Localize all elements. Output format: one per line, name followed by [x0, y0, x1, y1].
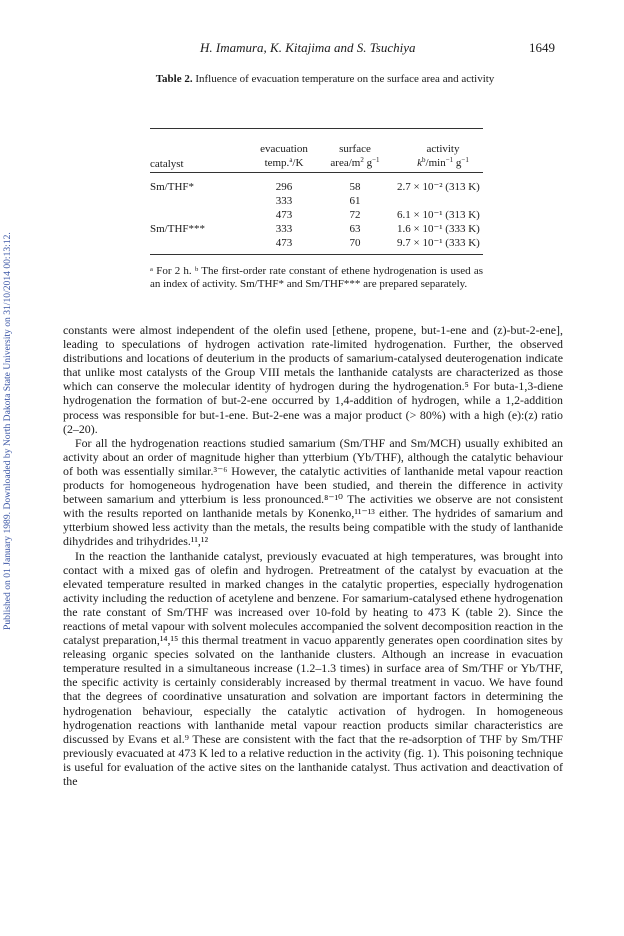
paragraph: constants were almost independent of the olefin used [ethene, propene, but-1-ene and (z)-but-2-ene], leading to speculations of hydrogen activation rate-limited hydrogenation. Further, the observed distributions and locations of deuterium in the products of samarium-catalysed deuterogenation indicate that unlike most catalysts of the Group VIII metals the lanthanide catalysts are characterized as those which can conserve the molecular identity of hydrogen during the hydrogenation.⁵ For buta-1,3-diene hydrogenation the formation of but-2-ene occurred by 1,4-addition of hydrogen, while a 1,2-addition process was responsible for but-1-ene. But-2-ene was a major product (> 80%) with a high (e):(z) ratio (2–20).	[63, 323, 563, 436]
cell-area: 61	[349, 195, 361, 207]
col-evacuation-header-2: temp.$^a$/K	[264, 156, 304, 169]
cell-temp: 333	[275, 195, 293, 207]
cell-area: 72	[349, 209, 361, 221]
side-note-text: Published on 01 January 1989. Downloaded by North Dakota State University on 31/10/2014 00:13:12.	[2, 232, 13, 630]
cell-activity: 9.7 × 10⁻¹ (333 K)	[397, 237, 480, 249]
cell-area: 70	[349, 237, 361, 249]
table-top-rule	[150, 128, 483, 129]
cell-catalyst: Sm/THF***	[150, 223, 206, 235]
col-surface-header-1: surface	[339, 143, 371, 155]
publication-side-note	[2, 110, 16, 630]
body-text	[63, 323, 563, 788]
cell-area: 58	[349, 181, 361, 193]
paragraph: For all the hydrogenation reactions studied samarium (Sm/THF and Sm/MCH) usually exhibited an activity about an order of magnitude higher than ytterbium (Yb/THF), although the catalytic behaviour of both was essentially similar.³⁻⁶ However, the catalytic activities of lanthanide metal vapour reaction products for homogeneous hydrogenation have been studied, and therein the difference in activity between samarium and ytterbium is less pronounced.⁸⁻¹⁰ The activities we observe are not consistent with the results reported on lanthanide metals by Konenko,¹¹⁻¹³ either. The hydrides of samarium and ytterbium showed less activity than the metals, the results being compatible with the study of lanthanide dihydrides and trihydrides.¹¹,¹²	[63, 435, 563, 549]
cell-temp: 333	[275, 223, 293, 235]
table-caption	[155, 73, 495, 86]
table-label: Table 2.	[155, 73, 193, 85]
paragraph: In the reaction the lanthanide catalyst, previously evacuated at high temperatures, was brought into contact with a mixed gas of olefin and hydrogen. Pretreatment of the catalyst by evacuation at the elevated temperature resulted in marked changes in the catalytic properties, especially hydrogenation activity including the reduction of acetylene and benzene. For samarium-catalysed ethene hydrogenation the rate constant of Sm/THF was increased over 10-fold by heating to 473 K (table 2). Since the reactions of metal vapour with solvent molecules accompanied the solvent decomposition reaction in the catalyst preparation,¹⁴,¹⁵ this thermal treatment in vacuo apparently generates open coordination sites by releasing organic species solvated on the lanthanide clusters. Although an increase in evacuation temperature resulted in a simultaneous increase (1.2–1.3 times) in surface area of Sm/THF or Yb/THF, the specific activity is certainly considerably increased by thermal treatment in vacuo. We have found that the degrees of coordinative unsaturation and solvation are important factors in determining the hydrogenation behaviour, especially the catalytic activation of hydrogen. In homogeneous hydrogenation reactions with lanthanide metal vapour reaction products similar characteristics are discussed by Evans et al.⁹ These are consistent with the fact that the re-adsorption of THF by Sm/THF previously evacuated at 473 K led to a relative reduction in the activity (fig. 1). This poisoning technique is useful for evaluation of the active sites on the lanthanide catalyst. Thus activation and deactivation of the	[63, 548, 563, 788]
cell-activity: 1.6 × 10⁻¹ (333 K)	[397, 223, 480, 235]
col-activity-header-1: activity	[426, 143, 460, 155]
col-activity-header-2: $k^b/\min^{-1}$ $g^{-1}$	[417, 156, 469, 169]
cell-area: 63	[349, 223, 361, 235]
cell-temp: 296	[275, 181, 293, 193]
table-footnote: ᵃ For 2 h. ᵇ The first-order rate constant of ethene hydrogenation is used as an index of activity. Sm/THF* and Sm/THF*** are prepared separately.	[150, 265, 483, 290]
cell-temp: 473	[275, 209, 293, 221]
col-evacuation-header-1: evacuation	[260, 143, 308, 155]
cell-catalyst: Sm/THF*	[150, 181, 195, 193]
page-number: 1649	[529, 40, 555, 55]
cell-activity: 2.7 × 10⁻² (313 K)	[397, 181, 480, 193]
running-head: H. Imamura, K. Kitajima and S. Tsuchiya	[200, 40, 416, 55]
table-header-rule	[150, 172, 483, 173]
table-caption-text: Influence of evacuation temperature on the surface area and activity	[195, 73, 495, 85]
col-catalyst-header: catalyst	[150, 158, 184, 170]
cell-activity: 6.1 × 10⁻¹ (313 K)	[397, 209, 480, 221]
col-surface-header-2: area/$m^2$ $g^{-1}$	[330, 156, 380, 169]
cell-temp: 473	[275, 237, 293, 249]
table-bottom-rule	[150, 254, 483, 255]
